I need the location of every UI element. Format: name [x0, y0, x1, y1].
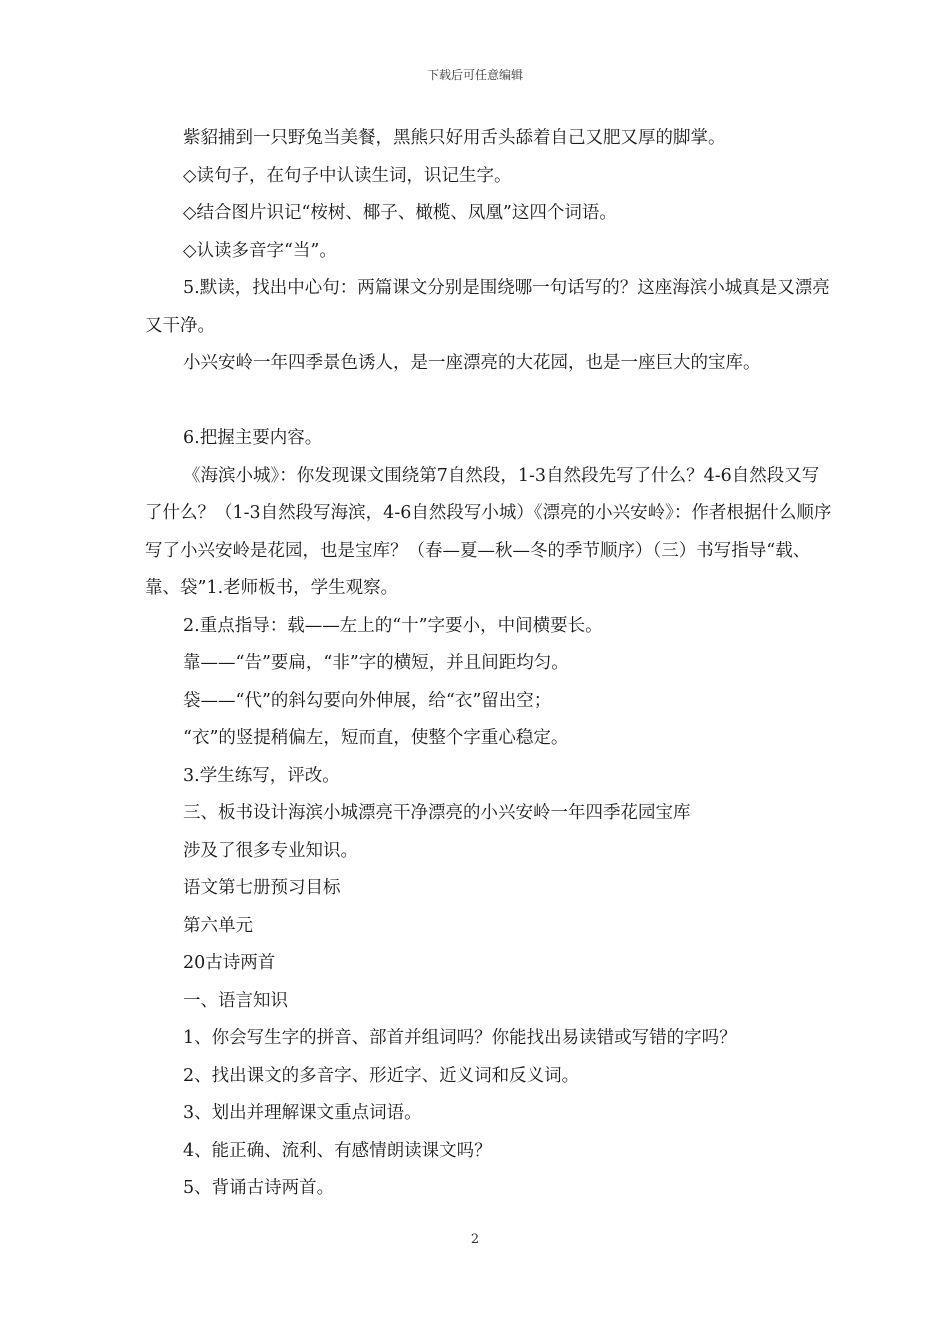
paragraph-2: ◇读句子，在句子中认读生词，识记生字。 [183, 165, 512, 186]
paragraph-6: 小兴安岭一年四季景色诱人，是一座漂亮的大花园，也是一座巨大的宝库。 [183, 353, 761, 373]
paragraph-5: 5.默读，找出中心句：两篇课文分别是围绕哪一句话写的？这座海滨小城真是又漂亮又干净。 [145, 278, 830, 336]
paragraph-7: 6.把握主要内容。 [183, 428, 323, 448]
paragraph-12: “衣”的竖提稍偏左，短而直，使整个字重心稳定。 [183, 728, 569, 748]
paragraph-10: 靠——“告”要扁，“非”字的横短，并且间距均匀。 [183, 653, 569, 673]
paragraph-21: 2、找出课文的多音字、形近字、近义词和反义词。 [183, 1065, 580, 1086]
paragraph-14: 三、板书设计海滨小城漂亮干净漂亮的小兴安岭一年四季花园宝库 [183, 803, 691, 823]
paragraph-1: 紫貂捕到一只野兔当美餐，黑熊只好用舌头舔着自己又肥又厚的脚掌。 [183, 128, 726, 148]
paragraph-17: 第六单元 [183, 915, 253, 936]
paragraph-24: 5、背诵古诗两首。 [183, 1178, 335, 1198]
page-number: 2 [470, 1232, 480, 1247]
blank-line [145, 383, 835, 421]
paragraph-22: 3、划出并理解课文重点词语。 [183, 1103, 422, 1123]
paragraph-11: 袋——“代”的斜勾要向外伸展，给“衣”留出空； [183, 690, 552, 711]
paragraph-16: 语文第七册预习目标 [183, 878, 341, 898]
paragraph-15: 涉及了很多专业知识。 [183, 840, 358, 861]
page-header: 下载后可任意编辑 [426, 68, 523, 82]
paragraph-8: 《海滨小城》：你发现课文围绕第7自然段，1-3自然段先写了什么？4-6自然段又写了什么？（1-3自然段写海滨，4-6自然段写小城）《漂亮的小兴安岭》：作者根据什么顺序写了小兴安岭是花园，也是宝库？（春—夏—秋—冬的季节顺序）（三）书写指导“载、靠、袋”1.老师板书，学生观察。 [145, 465, 832, 598]
document-body [145, 120, 835, 1208]
paragraph-4: ◇认读多音字“当”。 [183, 240, 337, 261]
paragraph-9: 2.重点指导：载——左上的“十”字要小，中间横要长。 [183, 615, 603, 636]
paragraph-18: 20古诗两首 [183, 953, 276, 973]
paragraph-23: 4、能正确、流利、有感情朗读课文吗？ [183, 1140, 492, 1161]
paragraph-3: ◇结合图片识记“桉树、椰子、橄榄、凤凰”这四个词语。 [183, 203, 617, 223]
paragraph-13: 3.学生练写，评改。 [183, 765, 340, 786]
paragraph-19: 一、语言知识 [183, 990, 288, 1011]
paragraph-20: 1、你会写生字的拼音、部首并组词吗？你能找出易读错或写错的字吗？ [183, 1028, 737, 1048]
